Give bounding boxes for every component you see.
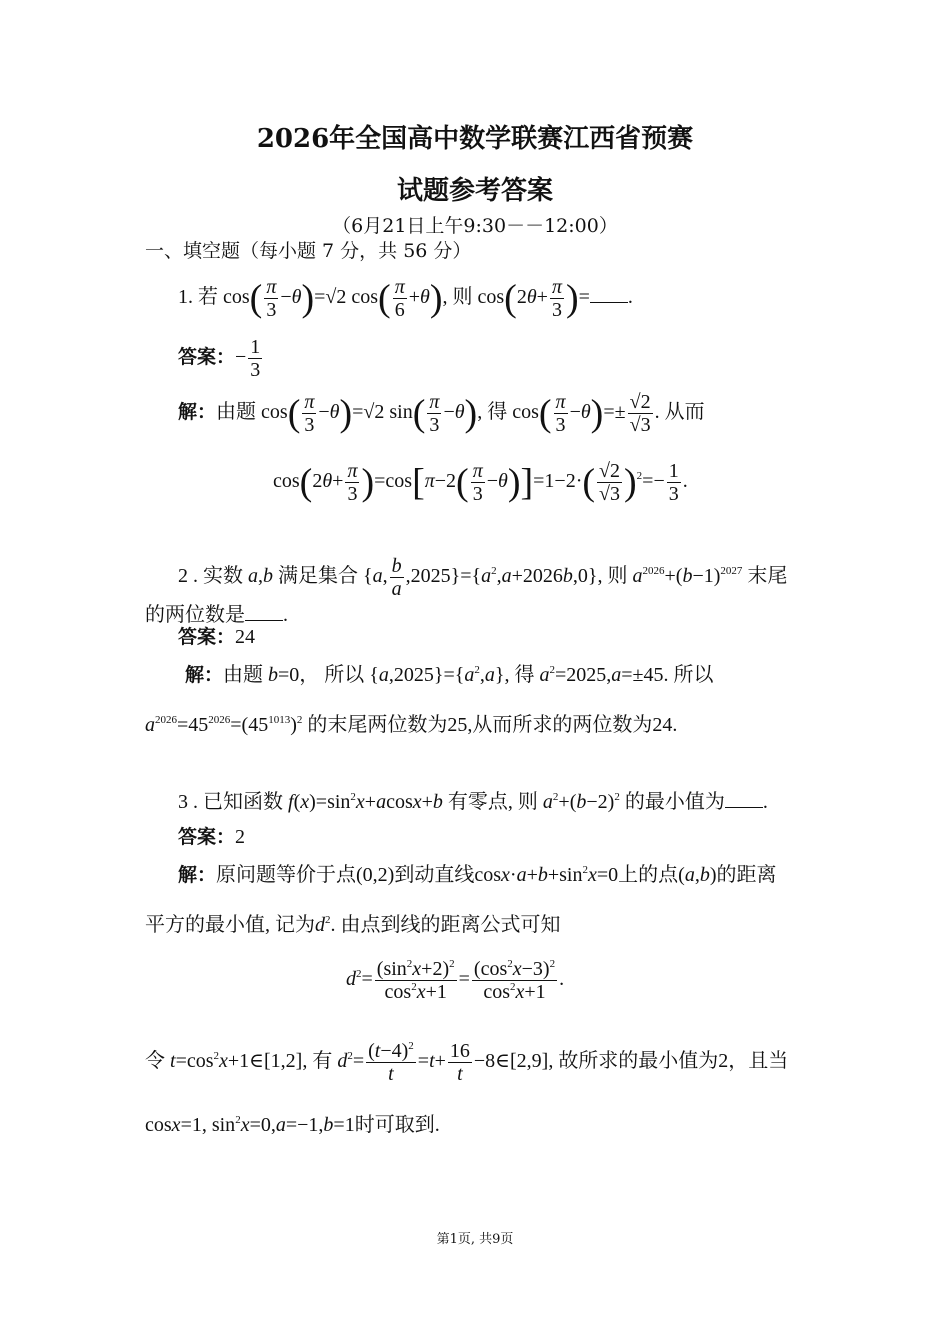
- problem-3-distance-formula: $d^2=$ $\frac{(\sin^2x+2)^2}{\cos^2x+1}$ = $\frac{(\cos^2x-3)^2}{\cos^2x+1}$ .: [346, 958, 565, 1003]
- problem-3-statement: 3 . 已知函数 $f(x)=\sin^2x+acosx+b$ 有零点, 则 $a^2+(b-2)^2$ 的最小值为 .: [178, 791, 768, 813]
- document-subtitle: 试题参考答案: [396, 176, 553, 206]
- solution-label: 解：: [178, 402, 217, 424]
- problem-2-solution-line-2: $a^{2026}=45^{2026}=(45^{1013})^2$ 的末尾两位数为25,从而所求的两位数为24.: [145, 714, 678, 736]
- exam-time: （6月21日上午9:30－－12:00）: [332, 215, 618, 237]
- problem-2-solution-line-1: 解：由题 b=0， 所以 $\{a,2025\}=\{a^2,a\}$, 得 $a^2=2025,a=\pm 45$. 所以: [185, 664, 714, 686]
- problem-number: 3 .: [178, 791, 198, 813]
- solution-label: 解：: [185, 665, 224, 686]
- problem-1-answer: 答案：− $\frac{1}{3}$: [178, 336, 261, 381]
- answer-label: 答案：: [178, 627, 236, 648]
- answer-label: 答案：: [178, 827, 236, 848]
- problem-number: 2 .: [178, 565, 198, 588]
- problem-2-statement: 2 . 实数 a,b 满足集合 {a, $\frac{b}{a}$ $,2025\}=\{a^2,a+2026b,0\}$, 则 $a^{2026}+(b-1)^{2027}$ 末尾: [178, 555, 788, 600]
- problem-3-solution-line-2: 平方的最小值, 记为$d^2$. 由点到线的距离公式可知: [145, 914, 561, 936]
- problem-2-statement-line-2: 的两位数是 .: [145, 604, 288, 626]
- problem-1-solution-line-2: cos(2θ+ $\frac{\pi}{3}$ )=cos[π−2( $\frac{\pi}{3}$ −θ)]=1−2·( $\frac{√2}{√3}$ )$^2$=− $\frac{1}{3}$ .: [273, 460, 688, 505]
- problem-2-answer: 答案：24: [178, 626, 256, 648]
- problem-3-solution-line-4: 令 $t=\cos^2x+1\in[1,2]$, 有 $d^2=$ $\frac{(t-4)^2}{t}$ =t+ $\frac{16}{t}$ −8∈[2,9], 故所求的最小值为2，且当: [145, 1040, 789, 1085]
- document-title: 2026年全国高中数学联赛江西省预赛: [256, 124, 694, 154]
- answer-label: 答案：: [178, 347, 236, 369]
- problem-1-solution-line-1: 解：由题 cos( $\frac{\pi}{3}$ −θ)=√2 sin( $\frac{\pi}{3}$ −θ), 得 cos( $\frac{\pi}{3}$ −θ)=± $\frac{√2}{√3}$ . 从而: [178, 391, 705, 436]
- problem-1-statement: 1. 若 cos( $\frac{\pi}{3}$ −θ)=√2 cos( $\frac{\pi}{6}$ +θ), 则 cos(2θ+ $\frac{\pi}{3}$ )= .: [178, 276, 633, 321]
- problem-3-answer: 答案：2: [178, 826, 246, 848]
- problem-3-solution-line-1: 解：原问题等价于点(0,2)到动直线$\cos x\cdot a+b+\sin^2x=0$上的点(a,b)的距离: [178, 864, 777, 886]
- page-number: 第1页, 共9页: [436, 1232, 514, 1247]
- problem-number: 1.: [178, 286, 193, 309]
- section-heading: 一、填空题（每小题 7 分，共 56 分）: [145, 240, 472, 262]
- problem-3-solution-line-5: cosx=1, $\sin^2x=0,a=-1,b=1$时可取到.: [145, 1114, 440, 1136]
- solution-label: 解：: [178, 865, 217, 886]
